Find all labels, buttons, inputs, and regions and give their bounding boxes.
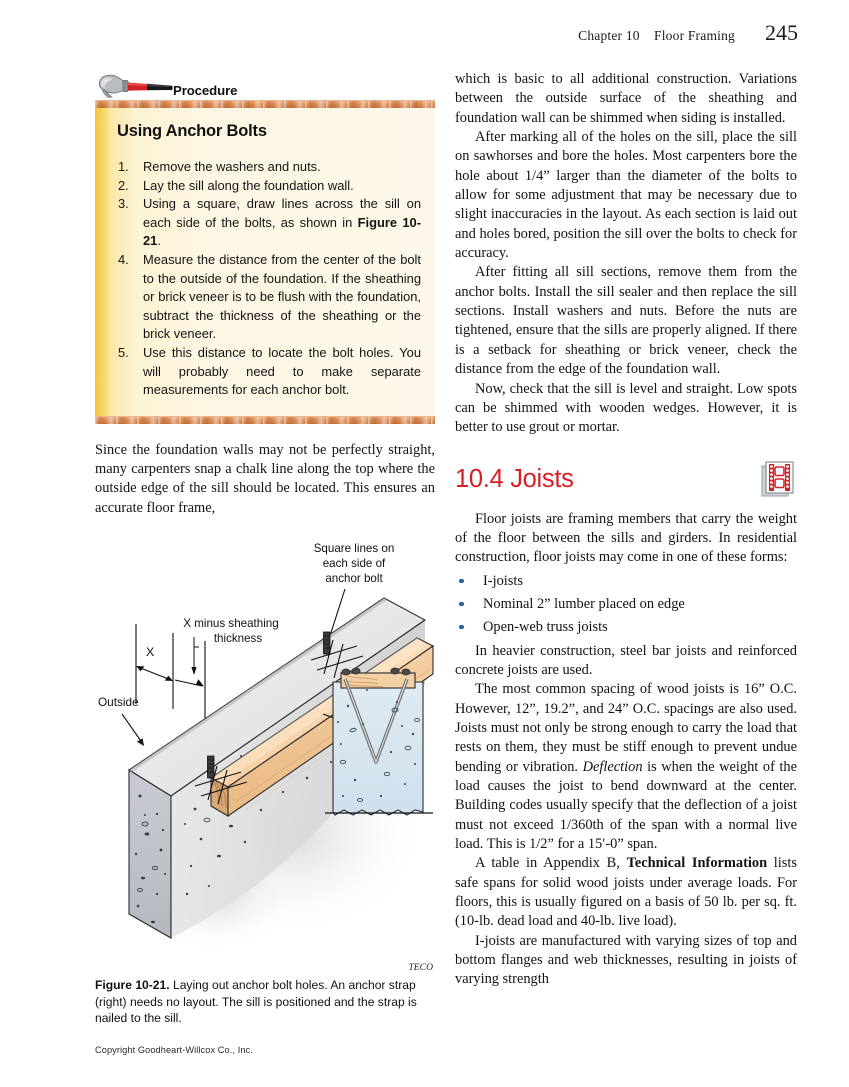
procedure-bottom-wood-bar [95, 416, 435, 424]
figure-artwork [95, 534, 435, 964]
procedure-step: Measure the distance from the center of the bolt to the outside of the foundation. If the sheathing or brick veneer is to be flush with the foundation, subtract the thickness of the sheathing or the brick veneer. [143, 251, 421, 342]
procedure-step: Remove the washers and nuts. [143, 159, 321, 174]
section-heading-10-4 [455, 459, 797, 503]
procedure-box-header [95, 70, 435, 100]
svg-text:X: X [146, 645, 155, 660]
procedure-step: Use this distance to locate the bolt holes. You will probably need to make separate measurements for each anchor bolt. [143, 344, 421, 398]
figure-label-outside: Outside [98, 695, 139, 710]
procedure-box-body [95, 108, 435, 416]
right-paragraph-4: Now, check that the sill is level and straight. Low spots can be shimmed with wooden wedges. However, it is better to use grout or mortar. [455, 380, 797, 436]
running-head-chapter: Chapter 10 Floor Framing [578, 28, 735, 43]
section-title: 10.4 Joists [455, 464, 574, 493]
filmstrip-video-icon [761, 459, 797, 499]
figure-caption-text: Laying out anchor bolt holes. An anchor strap (right) needs no layout. The sill is positioned and the strap is nailed to the sill. [95, 978, 417, 1025]
list-item: I-joists [455, 570, 797, 593]
procedure-step: Lay the sill along the foundation wall. [143, 177, 354, 193]
figure-caption-label: Figure 10-21. [95, 978, 170, 993]
svg-text:thickness: thickness [213, 632, 263, 646]
figure-10-21 [95, 534, 435, 1026]
list-item: Nominal 2” lumber placed on edge [455, 593, 797, 616]
right-column [455, 70, 797, 990]
svg-text:Square lines on: Square lines on [313, 542, 395, 556]
procedure-step-list [117, 158, 421, 400]
svg-text:each side of: each side of [322, 557, 386, 571]
hammer-icon [95, 72, 175, 100]
left-column-paragraph: Since the foundation walls may not be perfectly straight, many carpenters snap a chalk line along the top where the outside edge of the sill should be located. This ensures an accurate floor frame, [95, 441, 435, 516]
joist-forms-list [455, 570, 797, 639]
figure-caption [95, 977, 435, 1026]
running-head [452, 22, 798, 52]
right-paragraph-8: A table in Appendix B, Technical Information lists safe spans for solid wood joists under average loads. For floors, this is usually figured on a basis of 50 lb. per sq. ft. (10-lb. dead load and 40-lb. live load). [455, 855, 798, 930]
anchor-bolt-layout-illustration [95, 534, 435, 964]
right-paragraph-3: After fitting all sill sections, remove them from the anchor bolts. Install the sill sealer and then replace the sill sections. Install washers and nuts. Before the nuts are tightened, ensure that the sills are properly aligned. If there is a setback for sheathing or brick veneer, check the distance from the edge of the foundation wall. [455, 264, 797, 378]
svg-text:anchor bolt: anchor bolt [325, 572, 383, 586]
procedure-top-wood-bar [95, 100, 435, 108]
anchor-strap-inset [325, 668, 433, 815]
right-paragraph-5: Floor joists are framing members that carry the weight of the floor between the sills and girders. In residential construction, floor joists may come in one of these forms: [455, 510, 797, 566]
right-paragraph-2: After marking all of the holes on the sill, place the sill on sawhorses and bore the holes. Most carpenters bore the hole about 1/4” larger than the diameter of the bolts to allow for some adjustment that may be necessary due to slight inaccuracies in the layout. As each section is laid out and holes bored, position the sill over the bolts to check for accuracy. [455, 129, 797, 262]
left-column [95, 70, 435, 1026]
right-paragraph-1: which is basic to all additional construction. Variations between the outside surface of the sheathing and foundation wall can be shimmed when siding is installed. [455, 71, 797, 126]
procedure-tab-label: Procedure [173, 83, 238, 98]
right-paragraph-6: In heavier construction, steel bar joists and reinforced concrete joists are used. [455, 642, 797, 678]
procedure-heading: Using Anchor Bolts [117, 122, 267, 140]
svg-text:X minus sheathing: X minus sheathing [183, 617, 279, 631]
list-item: Open-web truss joists [455, 616, 797, 639]
right-paragraph-7: The most common spacing of wood joists is 16” O.C. However, 12”, 19.2”, and 24” O.C. spacings are also used. Joists must not only be strong enough to carry the load that rests on them, they must be stiff enough to prevent undue bending or vibration. Deflection is when the weight of the load causes the joist to bend downward at the center. Building codes usually specify that the deflection of a joist must not exceed 1/360th of the span with a normal live load. This is 1/2” for a 15′-0” span. [455, 681, 797, 852]
figure-credit: TECO [408, 962, 433, 974]
procedure-feature-box [95, 70, 435, 424]
procedure-step: Using a square, draw lines across the sill on each side of the bolts, as shown in Figure 10-21. [143, 196, 421, 249]
page-number: 245 [765, 20, 798, 45]
copyright-line: Copyright Goodheart-Willcox Co., Inc. [95, 1045, 253, 1055]
right-paragraph-9: I-joists are manufactured with varying sizes of top and bottom flanges and web thicknesses, resulting in joists of varying strength [455, 932, 797, 988]
